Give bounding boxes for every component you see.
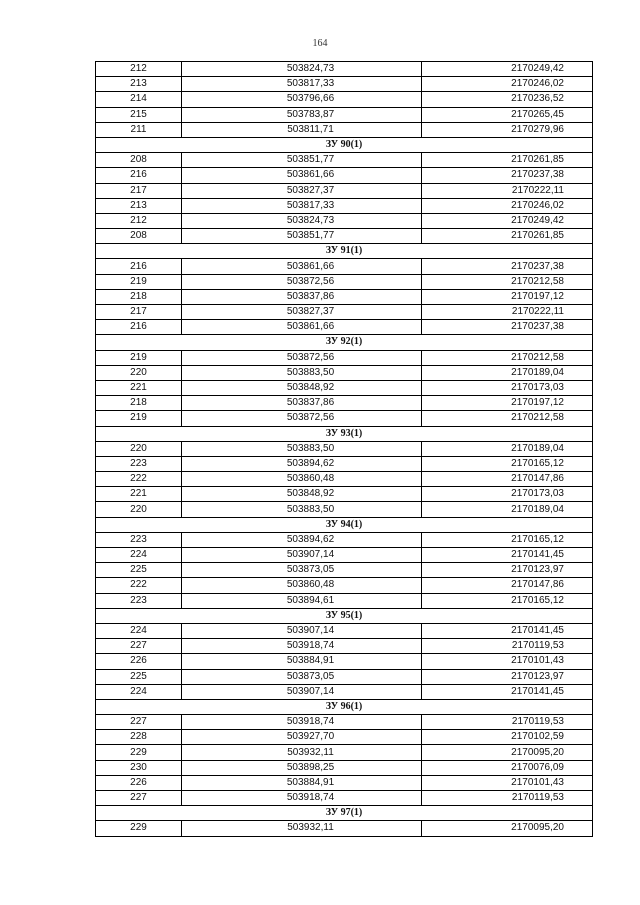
y-coordinate-cell: 2170246,02: [422, 77, 593, 92]
table-row: [96, 213, 593, 228]
point-number-cell: 229: [96, 821, 182, 836]
point-number-cell: 219: [96, 274, 182, 289]
x-coordinate-cell: 503872,56: [182, 411, 422, 426]
point-number-cell: 226: [96, 775, 182, 790]
x-coordinate-cell: 503918,74: [182, 791, 422, 806]
y-coordinate-cell: 2170212,58: [422, 274, 593, 289]
x-coordinate-cell: 503894,62: [182, 532, 422, 547]
table-row: [96, 487, 593, 502]
table-row: [96, 122, 593, 137]
section-title: ЗУ 90(1): [96, 137, 593, 152]
y-coordinate-cell: 2170123,97: [422, 669, 593, 684]
point-number-cell: 225: [96, 563, 182, 578]
y-coordinate-cell: 2170246,02: [422, 198, 593, 213]
x-coordinate-cell: 503873,05: [182, 669, 422, 684]
table-row: [96, 289, 593, 304]
table-row: [96, 365, 593, 380]
table-row: [96, 350, 593, 365]
table-row: [96, 472, 593, 487]
y-coordinate-cell: 2170189,04: [422, 441, 593, 456]
y-coordinate-cell: 2170095,20: [422, 745, 593, 760]
table-row: [96, 532, 593, 547]
point-number-cell: 228: [96, 730, 182, 745]
table-row: [96, 791, 593, 806]
section-title: ЗУ 93(1): [96, 426, 593, 441]
y-coordinate-cell: 2170147,86: [422, 578, 593, 593]
point-number-cell: 220: [96, 365, 182, 380]
point-number-cell: 227: [96, 791, 182, 806]
point-number-cell: 213: [96, 198, 182, 213]
y-coordinate-cell: 2170197,12: [422, 289, 593, 304]
point-number-cell: 208: [96, 153, 182, 168]
y-coordinate-cell: 2170212,58: [422, 350, 593, 365]
y-coordinate-cell: 2170119,53: [422, 715, 593, 730]
x-coordinate-cell: 503898,25: [182, 760, 422, 775]
x-coordinate-cell: 503824,73: [182, 62, 422, 77]
point-number-cell: 230: [96, 760, 182, 775]
y-coordinate-cell: 2170197,12: [422, 396, 593, 411]
x-coordinate-cell: 503861,66: [182, 320, 422, 335]
table-row: [96, 92, 593, 107]
x-coordinate-cell: 503907,14: [182, 684, 422, 699]
table-row: [96, 684, 593, 699]
point-number-cell: 221: [96, 380, 182, 395]
x-coordinate-cell: 503827,37: [182, 183, 422, 198]
section-header-row: [96, 806, 593, 821]
point-number-cell: 224: [96, 623, 182, 638]
table-row: [96, 548, 593, 563]
point-number-cell: 222: [96, 472, 182, 487]
table-row: [96, 821, 593, 836]
point-number-cell: 213: [96, 77, 182, 92]
x-coordinate-cell: 503883,50: [182, 365, 422, 380]
section-header-row: [96, 699, 593, 714]
point-number-cell: 227: [96, 715, 182, 730]
table-row: [96, 563, 593, 578]
coordinates-table-body: [96, 62, 593, 837]
section-title: ЗУ 95(1): [96, 608, 593, 623]
section-title: ЗУ 92(1): [96, 335, 593, 350]
y-coordinate-cell: 2170265,45: [422, 107, 593, 122]
y-coordinate-cell: 2170119,53: [422, 791, 593, 806]
x-coordinate-cell: 503824,73: [182, 213, 422, 228]
point-number-cell: 222: [96, 578, 182, 593]
x-coordinate-cell: 503827,37: [182, 305, 422, 320]
point-number-cell: 216: [96, 320, 182, 335]
section-header-row: [96, 517, 593, 532]
x-coordinate-cell: 503894,62: [182, 456, 422, 471]
point-number-cell: 212: [96, 62, 182, 77]
point-number-cell: 217: [96, 305, 182, 320]
x-coordinate-cell: 503796,66: [182, 92, 422, 107]
point-number-cell: 220: [96, 502, 182, 517]
x-coordinate-cell: 503872,56: [182, 350, 422, 365]
table-row: [96, 274, 593, 289]
x-coordinate-cell: 503861,66: [182, 168, 422, 183]
x-coordinate-cell: 503884,91: [182, 775, 422, 790]
table-row: [96, 107, 593, 122]
point-number-cell: 225: [96, 669, 182, 684]
y-coordinate-cell: 2170173,03: [422, 380, 593, 395]
section-title: ЗУ 91(1): [96, 244, 593, 259]
x-coordinate-cell: 503851,77: [182, 229, 422, 244]
x-coordinate-cell: 503894,61: [182, 593, 422, 608]
y-coordinate-cell: 2170165,12: [422, 593, 593, 608]
y-coordinate-cell: 2170141,45: [422, 623, 593, 638]
table-row: [96, 380, 593, 395]
y-coordinate-cell: 2170165,12: [422, 532, 593, 547]
y-coordinate-cell: 2170261,85: [422, 153, 593, 168]
table-row: [96, 441, 593, 456]
x-coordinate-cell: 503907,14: [182, 623, 422, 638]
point-number-cell: 221: [96, 487, 182, 502]
y-coordinate-cell: 2170123,97: [422, 563, 593, 578]
point-number-cell: 229: [96, 745, 182, 760]
y-coordinate-cell: 2170101,43: [422, 654, 593, 669]
table-row: [96, 623, 593, 638]
section-header-row: [96, 244, 593, 259]
point-number-cell: 215: [96, 107, 182, 122]
table-row: [96, 745, 593, 760]
point-number-cell: 219: [96, 411, 182, 426]
y-coordinate-cell: 2170173,03: [422, 487, 593, 502]
section-header-row: [96, 137, 593, 152]
coordinates-table: [95, 61, 593, 837]
y-coordinate-cell: 2170222,11: [422, 183, 593, 198]
table-row: [96, 502, 593, 517]
table-row: [96, 305, 593, 320]
section-header-row: [96, 608, 593, 623]
table-row: [96, 715, 593, 730]
x-coordinate-cell: 503883,50: [182, 441, 422, 456]
table-row: [96, 396, 593, 411]
table-row: [96, 730, 593, 745]
y-coordinate-cell: 2170237,38: [422, 259, 593, 274]
y-coordinate-cell: 2170095,20: [422, 821, 593, 836]
y-coordinate-cell: 2170279,96: [422, 122, 593, 137]
x-coordinate-cell: 503817,33: [182, 77, 422, 92]
table-row: [96, 183, 593, 198]
y-coordinate-cell: 2170237,38: [422, 168, 593, 183]
point-number-cell: 223: [96, 593, 182, 608]
table-row: [96, 760, 593, 775]
table-row: [96, 77, 593, 92]
x-coordinate-cell: 503932,11: [182, 821, 422, 836]
x-coordinate-cell: 503837,86: [182, 289, 422, 304]
x-coordinate-cell: 503817,33: [182, 198, 422, 213]
x-coordinate-cell: 503860,48: [182, 472, 422, 487]
x-coordinate-cell: 503907,14: [182, 548, 422, 563]
table-row: [96, 669, 593, 684]
table-row: [96, 654, 593, 669]
section-title: ЗУ 97(1): [96, 806, 593, 821]
y-coordinate-cell: 2170237,38: [422, 320, 593, 335]
table-row: [96, 639, 593, 654]
x-coordinate-cell: 503811,71: [182, 122, 422, 137]
section-title: ЗУ 94(1): [96, 517, 593, 532]
y-coordinate-cell: 2170236,52: [422, 92, 593, 107]
section-title: ЗУ 96(1): [96, 699, 593, 714]
point-number-cell: 218: [96, 396, 182, 411]
point-number-cell: 223: [96, 456, 182, 471]
point-number-cell: 223: [96, 532, 182, 547]
y-coordinate-cell: 2170165,12: [422, 456, 593, 471]
y-coordinate-cell: 2170076,09: [422, 760, 593, 775]
point-number-cell: 208: [96, 229, 182, 244]
section-header-row: [96, 426, 593, 441]
table-row: [96, 168, 593, 183]
x-coordinate-cell: 503927,70: [182, 730, 422, 745]
point-number-cell: 214: [96, 92, 182, 107]
x-coordinate-cell: 503860,48: [182, 578, 422, 593]
y-coordinate-cell: 2170249,42: [422, 213, 593, 228]
point-number-cell: 224: [96, 684, 182, 699]
x-coordinate-cell: 503783,87: [182, 107, 422, 122]
y-coordinate-cell: 2170261,85: [422, 229, 593, 244]
x-coordinate-cell: 503918,74: [182, 715, 422, 730]
x-coordinate-cell: 503872,56: [182, 274, 422, 289]
point-number-cell: 217: [96, 183, 182, 198]
y-coordinate-cell: 2170147,86: [422, 472, 593, 487]
table-row: [96, 198, 593, 213]
table-row: [96, 153, 593, 168]
table-row: [96, 62, 593, 77]
point-number-cell: 227: [96, 639, 182, 654]
point-number-cell: 216: [96, 168, 182, 183]
table-row: [96, 411, 593, 426]
table-row: [96, 578, 593, 593]
y-coordinate-cell: 2170101,43: [422, 775, 593, 790]
x-coordinate-cell: 503883,50: [182, 502, 422, 517]
table-row: [96, 229, 593, 244]
x-coordinate-cell: 503861,66: [182, 259, 422, 274]
y-coordinate-cell: 2170141,45: [422, 548, 593, 563]
table-row: [96, 320, 593, 335]
y-coordinate-cell: 2170222,11: [422, 305, 593, 320]
point-number-cell: 218: [96, 289, 182, 304]
y-coordinate-cell: 2170189,04: [422, 365, 593, 380]
point-number-cell: 216: [96, 259, 182, 274]
x-coordinate-cell: 503848,92: [182, 487, 422, 502]
x-coordinate-cell: 503873,05: [182, 563, 422, 578]
point-number-cell: 212: [96, 213, 182, 228]
y-coordinate-cell: 2170212,58: [422, 411, 593, 426]
point-number-cell: 211: [96, 122, 182, 137]
x-coordinate-cell: 503837,86: [182, 396, 422, 411]
table-row: [96, 456, 593, 471]
point-number-cell: 226: [96, 654, 182, 669]
x-coordinate-cell: 503932,11: [182, 745, 422, 760]
x-coordinate-cell: 503848,92: [182, 380, 422, 395]
page-number: 164: [312, 38, 328, 49]
x-coordinate-cell: 503918,74: [182, 639, 422, 654]
section-header-row: [96, 335, 593, 350]
y-coordinate-cell: 2170249,42: [422, 62, 593, 77]
point-number-cell: 224: [96, 548, 182, 563]
x-coordinate-cell: 503851,77: [182, 153, 422, 168]
table-row: [96, 593, 593, 608]
point-number-cell: 219: [96, 350, 182, 365]
y-coordinate-cell: 2170141,45: [422, 684, 593, 699]
y-coordinate-cell: 2170119,53: [422, 639, 593, 654]
x-coordinate-cell: 503884,91: [182, 654, 422, 669]
y-coordinate-cell: 2170102,59: [422, 730, 593, 745]
table-row: [96, 775, 593, 790]
table-row: [96, 259, 593, 274]
y-coordinate-cell: 2170189,04: [422, 502, 593, 517]
point-number-cell: 220: [96, 441, 182, 456]
